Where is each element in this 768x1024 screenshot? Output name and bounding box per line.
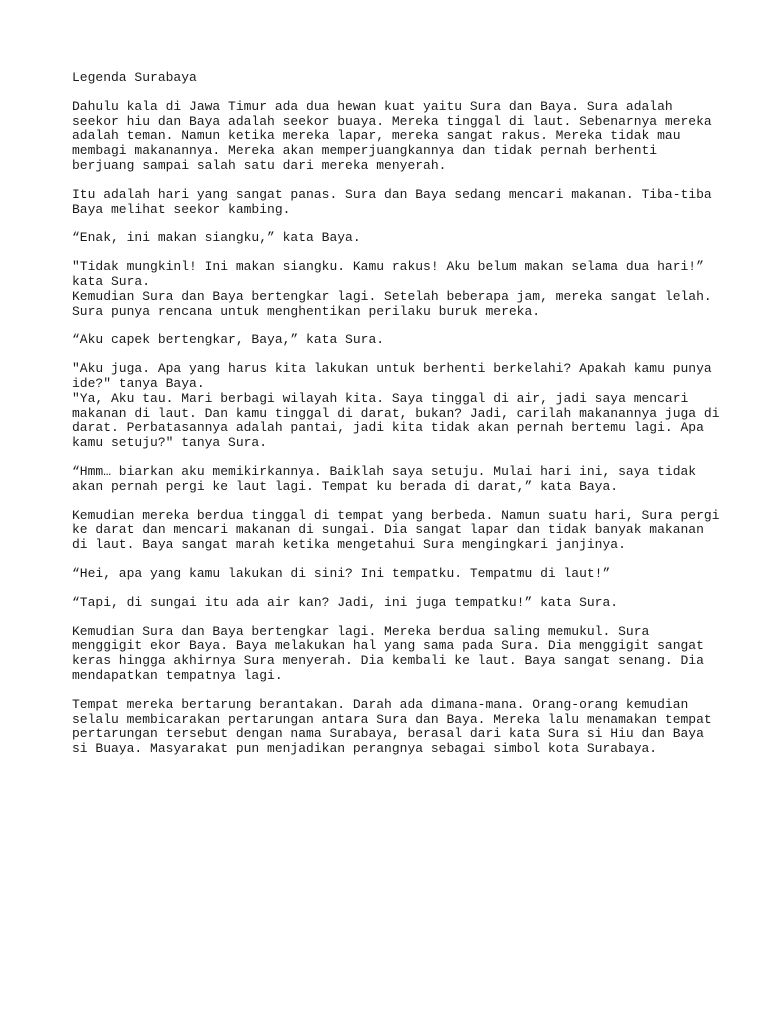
text-line: Baya melihat seekor kambing. <box>72 201 291 217</box>
text-line: "Tidak mungkinl! Ini makan siangku. Kamu rakus! Aku belum makan selama dua hari!” <box>72 259 704 275</box>
text-line: Tempat mereka bertarung berantakan. Darah ada dimana-mana. Orang-orang kemudian <box>72 696 689 712</box>
text-line: “Hmm… biarkan aku memikirkannya. Baiklah saya setuju. Mulai hari ini, saya tidak <box>72 463 697 479</box>
paragraph <box>72 698 712 757</box>
text-line: kamu setuju?" tanya Sura. <box>72 435 268 451</box>
paragraph <box>72 260 712 319</box>
paragraph <box>72 100 712 174</box>
text-line: Sura punya rencana untuk menghentikan perilaku buruk mereka. <box>72 303 541 319</box>
text-line: di laut. Baya sangat marah ketika mengetahui Sura mengingkari janjinya. <box>72 537 626 553</box>
paragraph <box>72 465 712 495</box>
paragraph <box>72 596 712 611</box>
text-line: mendapatkan tempatnya lagi. <box>72 667 283 683</box>
text-line: pertarungan tersebut dengan nama Surabaya, berasal dari kata Sura si Hiu dan Baya <box>72 726 704 742</box>
text-line: “Hei, apa yang kamu lakukan di sini? Ini tempatku. Tempatmu di laut!” <box>72 565 611 581</box>
text-line: ide?" tanya Baya. <box>72 375 205 391</box>
paragraph <box>72 333 712 348</box>
text-line: "Ya, Aku tau. Mari berbagi wilayah kita. Saya tinggal di air, jadi saya mencari <box>72 390 689 406</box>
paragraph <box>72 507 720 553</box>
text-line: adalah teman. Namun ketika mereka lapar, mereka sangat rakus. Mereka tidak mau <box>72 128 681 144</box>
text-line: membagi makanannya. Mereka akan memperjuangkannya dan tidak pernah berhenti <box>72 143 658 159</box>
text-line: “Enak, ini makan siangku,” kata Baya. <box>72 230 361 246</box>
document-body <box>72 98 720 757</box>
paragraph <box>72 188 712 218</box>
document-title: Legenda Surabaya <box>72 70 197 85</box>
document-page <box>72 70 720 771</box>
paragraph <box>72 567 712 582</box>
text-line: menggigit ekor Baya. Baya melakukan hal yang sama pada Sura. Dia menggigit sangat <box>72 638 704 654</box>
text-line: Dahulu kala di Jawa Timur ada dua hewan kuat yaitu Sura dan Baya. Sura adalah <box>72 98 673 114</box>
paragraph <box>72 231 712 246</box>
text-line: seekor hiu dan Baya adalah seekor buaya. Mereka tinggal di laut. Sebenarnya mereka <box>72 113 712 129</box>
text-line: si Buaya. Masyarakat pun menjadikan perangnya sebagai simbol kota Surabaya. <box>72 741 658 757</box>
text-line: ke darat dan mencari makanan di sungai. Dia sangat lapar dan tidak banyak makanan <box>72 522 704 538</box>
text-line: berjuang sampai salah satu dari mereka menyerah. <box>72 157 447 173</box>
text-line: selalu membicarakan pertarungan antara Sura dan Baya. Mereka lalu menamakan tempat <box>72 711 712 727</box>
text-line: makanan di laut. Dan kamu tinggal di darat, bukan? Jadi, carilah makanannya juga di <box>72 405 720 421</box>
text-line: darat. Perbatasannya adalah pantai, jadi kita tidak akan pernah bertemu lagi. Apa <box>72 420 704 436</box>
paragraph <box>72 361 720 451</box>
text-line: “Aku capek bertengkar, Baya,” kata Sura. <box>72 332 385 348</box>
text-line: keras hingga akhirnya Sura menyerah. Dia kembali ke laut. Baya sangat senang. Dia <box>72 653 704 669</box>
paragraph <box>72 625 712 684</box>
text-line: Kemudian Sura dan Baya bertengkar lagi. Setelah beberapa jam, mereka sangat lelah. <box>72 288 712 304</box>
text-line: "Aku juga. Apa yang harus kita lakukan untuk berhenti berkelahi? Apakah kamu punya <box>72 361 712 377</box>
text-line: “Tapi, di sungai itu ada air kan? Jadi, ini juga tempatku!” kata Sura. <box>72 594 619 610</box>
text-line: Kemudian Sura dan Baya bertengkar lagi. Mereka berdua saling memukul. Sura <box>72 623 650 639</box>
text-line: Itu adalah hari yang sangat panas. Sura dan Baya sedang mencari makanan. Tiba-tiba <box>72 186 712 202</box>
text-line: kata Sura. <box>72 273 151 289</box>
text-line: akan pernah pergi ke laut lagi. Tempat ku berada di darat,” kata Baya. <box>72 478 619 494</box>
text-line: Kemudian mereka berdua tinggal di tempat yang berbeda. Namun suatu hari, Sura pergi <box>72 507 720 523</box>
